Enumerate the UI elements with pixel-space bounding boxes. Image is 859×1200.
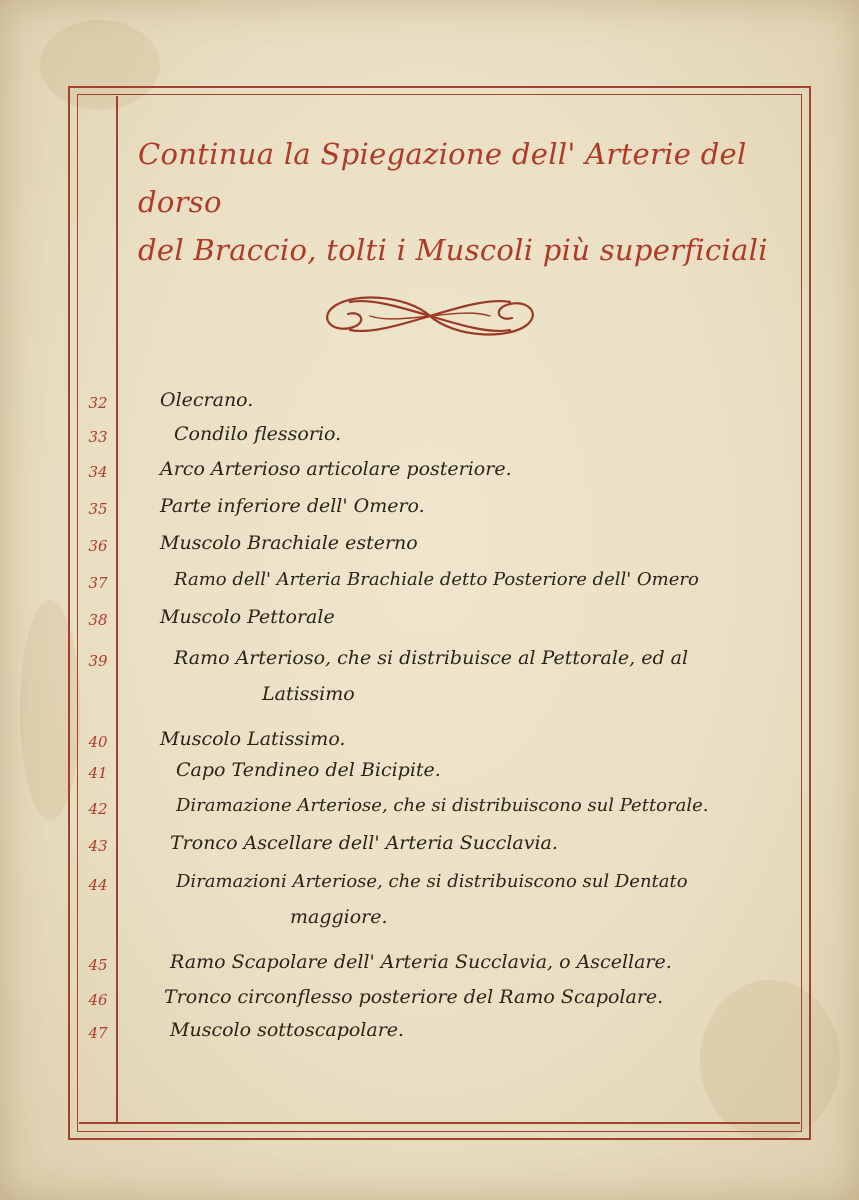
entry-number: 40 (88, 733, 108, 751)
entry-number: 35 (88, 500, 108, 518)
entry-number: 38 (88, 611, 108, 629)
entry-text: Olecrano. (160, 389, 254, 411)
entry-text: Diramazioni Arteriose, che si distribuiscono sul Dentato (176, 871, 688, 892)
entry-number: 32 (88, 394, 108, 412)
entry-number: 39 (88, 652, 108, 670)
bottom-rule (79, 1122, 800, 1124)
entry-text: Muscolo Pettorale (160, 606, 335, 628)
flourish-ornament (310, 286, 550, 346)
entry-continuation: maggiore. (290, 906, 388, 928)
title-line-2: del Braccio, tolti i Muscoli più superficiali (138, 233, 768, 267)
entry-number: 43 (88, 837, 108, 855)
entry-text: Ramo dell' Arteria Brachiale detto Posteriore dell' Omero (174, 569, 699, 590)
entry-number: 33 (88, 428, 108, 446)
entry-number: 41 (88, 764, 108, 782)
entry-text: Tronco circonflesso posteriore del Ramo Scapolare. (164, 986, 664, 1008)
entry-number: 34 (88, 463, 108, 481)
entry-text: Tronco Ascellare dell' Arteria Succlavia. (170, 832, 558, 854)
entry-text: Muscolo Latissimo. (160, 728, 346, 750)
entry-continuation: Latissimo (262, 683, 355, 705)
entry-number: 46 (88, 991, 108, 1009)
entry-number: 37 (88, 574, 108, 592)
entry-number: 44 (88, 876, 108, 894)
entry-text: Ramo Scapolare dell' Arteria Succlavia, o Ascellare. (170, 951, 672, 973)
entry-text: Arco Arterioso articolare posteriore. (160, 458, 512, 480)
entry-text: Muscolo Brachiale esterno (160, 532, 418, 554)
entry-number: 47 (88, 1024, 108, 1042)
entry-text: Condilo flessorio. (174, 423, 342, 445)
page-title (138, 130, 798, 274)
entry-text: Capo Tendineo del Bicipite. (176, 759, 441, 781)
entry-number: 36 (88, 537, 108, 555)
entry-number: 45 (88, 956, 108, 974)
margin-rule (116, 96, 118, 1122)
entry-text: Diramazione Arteriose, che si distribuiscono sul Pettorale. (176, 795, 709, 816)
entry-text: Muscolo sottoscapolare. (170, 1019, 405, 1041)
title-line-1: Continua la Spiegazione dell' Arterie del dorso (138, 137, 747, 219)
entry-text: Ramo Arterioso, che si distribuisce al Pettorale, ed al (174, 647, 689, 669)
entry-text: Parte inferiore dell' Omero. (160, 495, 425, 517)
entry-number: 42 (88, 800, 108, 818)
